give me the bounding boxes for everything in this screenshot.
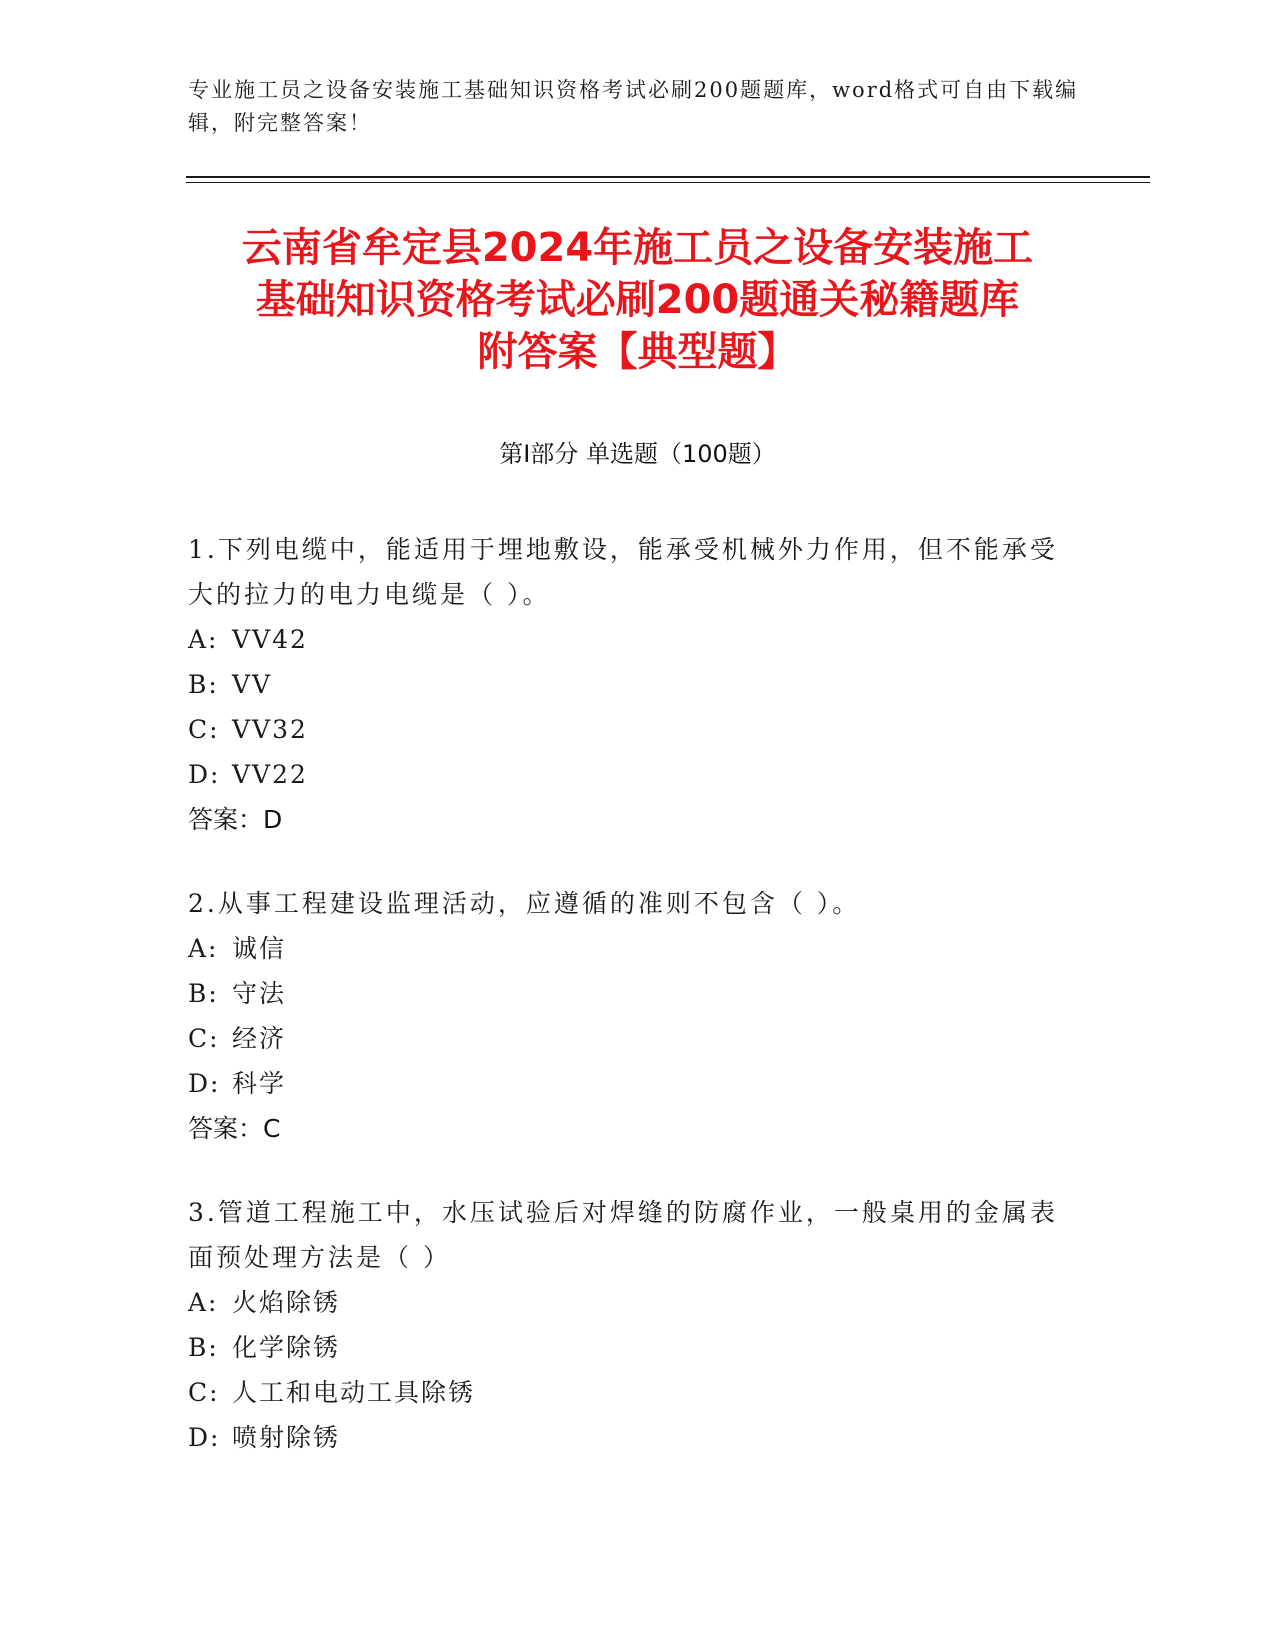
option-a xyxy=(188,617,1068,662)
option-key: B: xyxy=(188,979,219,1008)
title-line-3: 附答案【典型题】 xyxy=(477,329,798,375)
option-key: D: xyxy=(188,760,221,789)
option-key: B: xyxy=(188,1333,219,1362)
option-key: C: xyxy=(188,1024,220,1053)
option-c xyxy=(188,1016,1068,1061)
question-stem: 1.下列电缆中，能适用于埋地敷设，能承受机械外力作用，但不能承受大的拉力的电力电缆是（ ）。 xyxy=(188,535,1058,609)
option-text: 化学除锈 xyxy=(232,1333,341,1362)
option-text: 科学 xyxy=(232,1069,287,1098)
option-a xyxy=(188,1280,1068,1325)
question-2 xyxy=(188,881,1068,1151)
question-stem: 2.从事工程建设监理活动，应遵循的准则不包含（ ）。 xyxy=(188,889,861,918)
header-note: 专业施工员之设备安装施工基础知识资格考试必刷200题题库，word格式可自由下载编辑，附完整答案！ xyxy=(188,78,1079,135)
option-key: D: xyxy=(188,1069,221,1098)
option-key: A: xyxy=(188,625,219,654)
option-key: A: xyxy=(188,1288,219,1317)
header-divider-thick xyxy=(186,176,1150,178)
header-divider-thin xyxy=(186,182,1150,183)
option-d xyxy=(188,1061,1068,1106)
title-line-1: 云南省牟定县2024年施工员之设备安装施工 xyxy=(241,225,1034,271)
section-heading: 第Ⅰ部分 单选题（100题） xyxy=(499,440,776,468)
option-b xyxy=(188,971,1068,1016)
option-key: D: xyxy=(188,1423,221,1452)
question-list xyxy=(188,527,1068,1499)
answer-line: 答案：C xyxy=(188,1114,281,1143)
option-c xyxy=(188,1370,1068,1415)
option-text: VV42 xyxy=(232,625,308,654)
option-d xyxy=(188,1415,1068,1460)
option-text: VV22 xyxy=(232,760,308,789)
option-text: 喷射除锈 xyxy=(232,1423,341,1452)
option-text: 人工和电动工具除锈 xyxy=(232,1378,476,1407)
title-line-2: 基础知识资格考试必刷200题通关秘籍题库 xyxy=(255,277,1020,323)
question-stem: 3.管道工程施工中，水压试验后对焊缝的防腐作业，一般桌用的金属表面预处理方法是（ ） xyxy=(188,1198,1058,1272)
option-text: 火焰除锈 xyxy=(232,1288,341,1317)
question-3 xyxy=(188,1190,1068,1460)
option-text: 守法 xyxy=(232,979,287,1008)
option-key: C: xyxy=(188,715,220,744)
option-b xyxy=(188,662,1068,707)
option-d xyxy=(188,752,1068,797)
option-text: VV32 xyxy=(232,715,308,744)
document-title xyxy=(150,222,1125,378)
option-a xyxy=(188,926,1068,971)
option-c xyxy=(188,707,1068,752)
option-text: VV xyxy=(232,670,273,699)
option-text: 经济 xyxy=(232,1024,287,1053)
option-key: B: xyxy=(188,670,219,699)
question-1 xyxy=(188,527,1068,842)
option-key: A: xyxy=(188,934,219,963)
option-b xyxy=(188,1325,1068,1370)
option-text: 诚信 xyxy=(232,934,287,963)
answer-line: 答案：D xyxy=(188,805,283,834)
option-key: C: xyxy=(188,1378,220,1407)
